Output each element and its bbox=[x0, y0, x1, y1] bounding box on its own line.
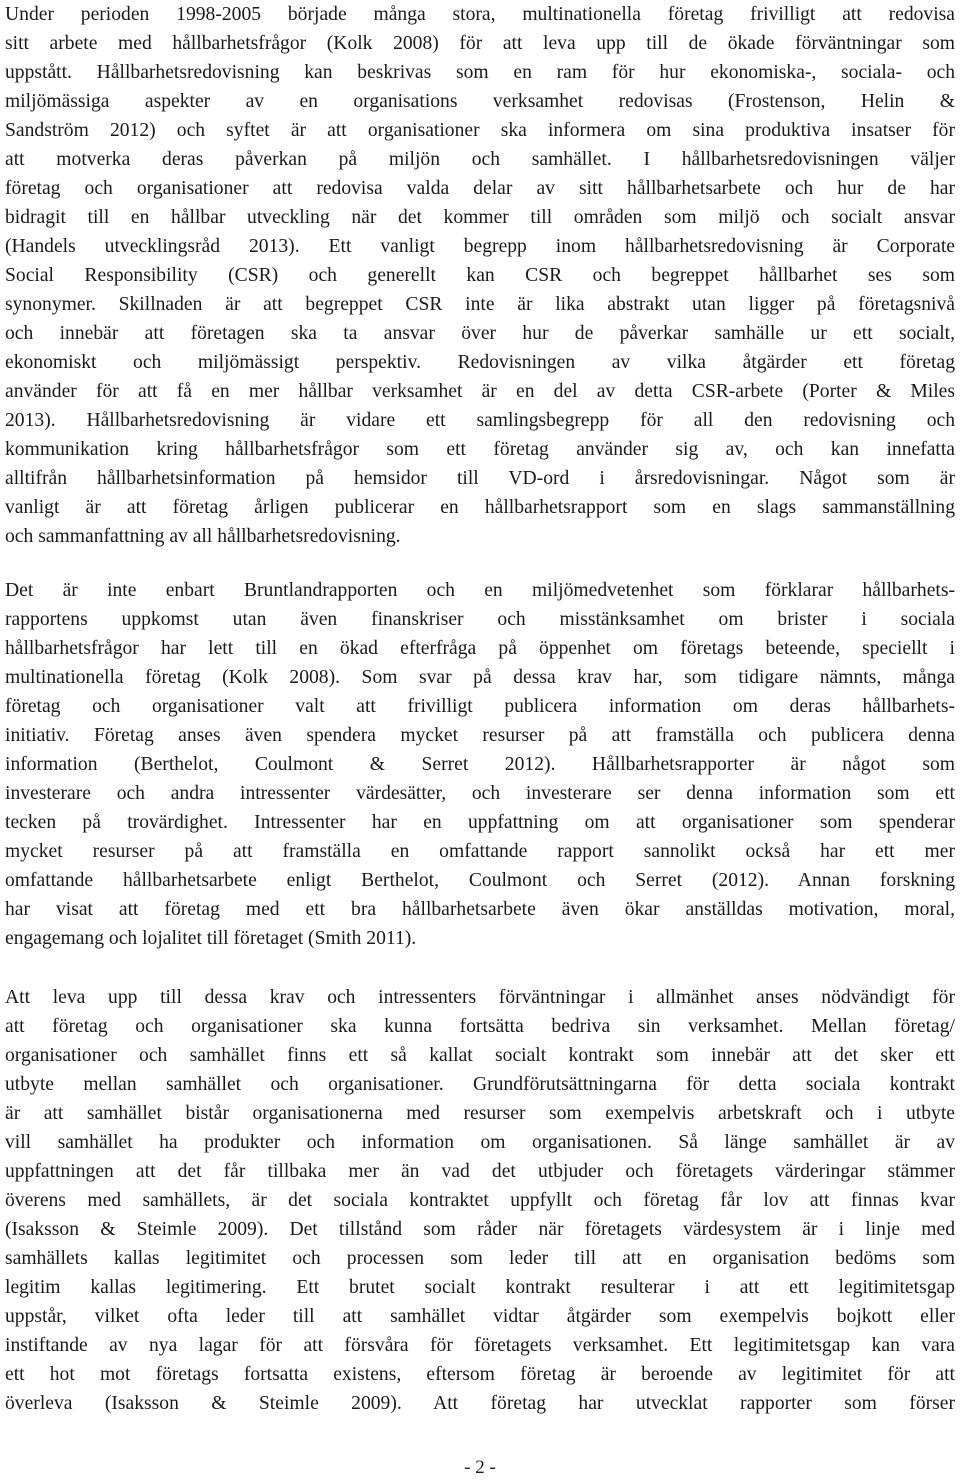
text-line: Det är inte enbart Bruntlandrapporten och en miljömedvetenhet som förklarar hållbarhets- bbox=[5, 580, 955, 601]
text-line: uppstått. Hållbarhetsredovisning kan beskrivas som en ram för hur ekonomiska-, sociala- och bbox=[5, 62, 955, 83]
text-line: rapportens uppkomst utan även finanskriser och misstänksamhet om brister i sociala bbox=[5, 609, 955, 630]
text-line: tecken på trovärdighet. Intressenter har en uppfattning om att organisationer som spenderar bbox=[5, 812, 955, 833]
text-line: (Isaksson & Steimle 2009). Det tillstånd som råder när företagets värdesystem är i linje med bbox=[5, 1219, 955, 1240]
text-line: vill samhället ha produkter och information om organisationen. Så länge samhället är av bbox=[5, 1132, 955, 1153]
text-line: Under perioden 1998-2005 började många stora, multinationella företag frivilligt att redovisa bbox=[5, 4, 955, 25]
text-line: ett hot mot företags fortsatta existens, eftersom företag är beroende av legitimitet för att bbox=[5, 1364, 955, 1385]
text-line: uppstår, vilket ofta leder till att samhället vidtar åtgärder som exempelvis bojkott eller bbox=[5, 1306, 955, 1327]
text-line: hållbarhetsfrågor har lett till en ökad efterfråga på öppenhet om företags beteende, speciellt i bbox=[5, 638, 955, 659]
text-line: utbyte mellan samhället och organisationer. Grundförutsättningarna för detta sociala kontrakt bbox=[5, 1074, 955, 1095]
text-line: multinationella företag (Kolk 2008). Som svar på dessa krav har, som tidigare nämnts, många bbox=[5, 667, 955, 688]
text-line: Att leva upp till dessa krav och intressenters förväntningar i allmänhet anses nödvändigt för bbox=[5, 987, 955, 1008]
text-line: initiativ. Företag anses även spendera mycket resurser på att framställa och publicera denna bbox=[5, 725, 955, 746]
text-line: 2013). Hållbarhetsredovisning är vidare ett samlingsbegrepp för all den redovisning och bbox=[5, 410, 955, 431]
text-line: instiftande av nya lagar för att försvåra för företagets verksamhet. Ett legitimitetsgap kan vara bbox=[5, 1335, 955, 1356]
text-line: har visat att företag med ett bra hållbarhetsarbete även ökar anställdas motivation, moral, bbox=[5, 899, 955, 920]
text-line: sitt arbete med hållbarhetsfrågor (Kolk 2008) för att leva upp till de ökade förväntningar som bbox=[5, 33, 955, 54]
text-line: överleva (Isaksson & Steimle 2009). Att företag har utvecklat rapporter som förser bbox=[5, 1393, 955, 1414]
text-line: är att samhället bistår organisationerna med resurser som exempelvis arbetskraft och i utbyte bbox=[5, 1103, 955, 1124]
text-line: organisationer och samhället finns ett så kallat socialt kontrakt som innebär att det sker ett bbox=[5, 1045, 955, 1066]
text-line: miljömässiga aspekter av en organisations verksamhet redovisas (Frostenson, Helin & bbox=[5, 91, 955, 112]
text-line: (Handels utvecklingsråd 2013). Ett vanligt begrepp inom hållbarhetsredovisning är Corporate bbox=[5, 236, 955, 257]
text-line: Sandström 2012) och syftet är att organisationer ska informera om sina produktiva insatser för bbox=[5, 120, 955, 141]
text-line: företag och organisationer valt att frivilligt publicera information om deras hållbarhets- bbox=[5, 696, 955, 717]
text-line: och innebär att företagen ska ta ansvar över hur de påverkar samhälle ur ett socialt, bbox=[5, 323, 955, 344]
page-number: - 2 - bbox=[464, 1457, 496, 1478]
text-line: samhällets kallas legitimitet och processen som leder till att en organisation bedöms som bbox=[5, 1248, 955, 1269]
text-line: vanligt är att företag årligen publicerar en hållbarhetsrapport som en slags sammanställning bbox=[5, 497, 955, 518]
text-line: och sammanfattning av all hållbarhetsredovisning. bbox=[5, 526, 401, 547]
text-line: engagemang och lojalitet till företaget (Smith 2011). bbox=[5, 928, 417, 949]
text-line: alltifrån hållbarhetsinformation på hemsidor till VD-ord i årsredovisningar. Något som är bbox=[5, 468, 955, 489]
text-line: uppfattningen att det får tillbaka mer än vad det utbjuder och företagets värderingar stämmer bbox=[5, 1161, 955, 1182]
text-line: att motverka deras påverkan på miljön och samhället. I hållbarhetsredovisningen väljer bbox=[5, 149, 955, 170]
text-line: ekonomiskt och miljömässigt perspektiv. Redovisningen av vilka åtgärder ett företag bbox=[5, 352, 955, 373]
text-line: överens med samhällets, är det sociala kontraktet uppfyllt och företag får lov att finnas kvar bbox=[5, 1190, 955, 1211]
text-line: investerare och andra intressenter värdesätter, och investerare ser denna information som ett bbox=[5, 783, 955, 804]
text-line: att företag och organisationer ska kunna fortsätta bedriva sin verksamhet. Mellan företag/ bbox=[5, 1016, 955, 1037]
text-line: information (Berthelot, Coulmont & Serret 2012). Hållbarhetsrapporter är något som bbox=[5, 754, 955, 775]
paragraph bbox=[5, 983, 955, 1418]
text-line: använder för att få en mer hållbar verksamhet är en del av detta CSR-arbete (Porter & Miles bbox=[5, 381, 955, 402]
text-line: bidragit till en hållbar utveckling när det kommer till områden som miljö och socialt ansvar bbox=[5, 207, 955, 228]
paragraph bbox=[5, 0, 955, 551]
text-line: företag och organisationer att redovisa valda delar av sitt hållbarhetsarbete och hur de har bbox=[5, 178, 955, 199]
text-line: mycket resurser på att framställa en omfattande rapport sannolikt också har ett mer bbox=[5, 841, 955, 862]
text-line: synonymer. Skillnaden är att begreppet CSR inte är lika abstrakt utan ligger på företagsnivå bbox=[5, 294, 955, 315]
text-line: Social Responsibility (CSR) och generellt kan CSR och begreppet hållbarhet ses som bbox=[5, 265, 955, 286]
text-line: legitim kallas legitimering. Ett brutet socialt kontrakt resulterar i att ett legitimitetsgap bbox=[5, 1277, 955, 1298]
text-line: kommunikation kring hållbarhetsfrågor som ett företag använder sig av, och kan innefatta bbox=[5, 439, 955, 460]
text-line: omfattande hållbarhetsarbete enligt Berthelot, Coulmont och Serret (2012). Annan forskning bbox=[5, 870, 955, 891]
paragraph bbox=[5, 576, 955, 953]
